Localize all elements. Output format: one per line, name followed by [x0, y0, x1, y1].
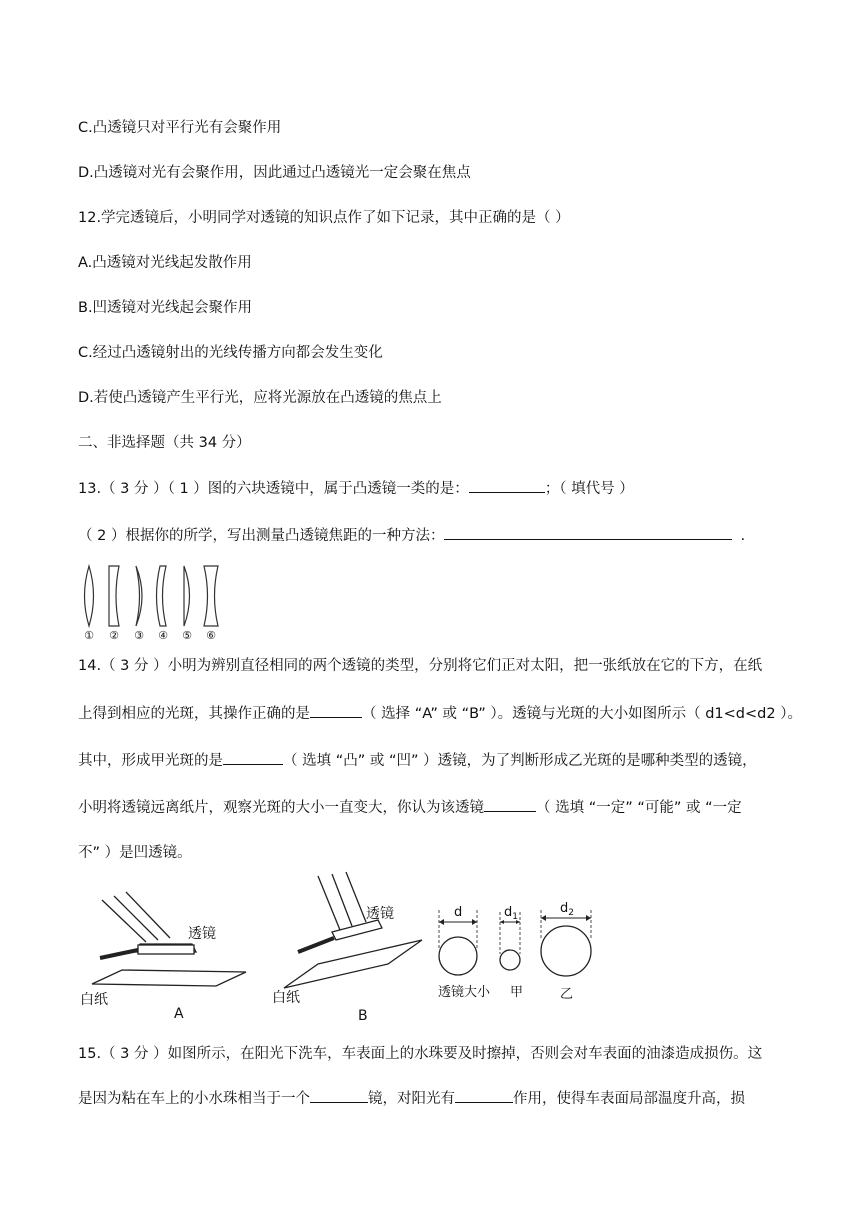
spot-yi-label: 乙	[560, 987, 574, 1002]
lens-3-meniscus	[136, 566, 142, 626]
lens-2-plano-concave	[109, 566, 119, 626]
lens-label: ①	[84, 629, 94, 642]
label-d: d	[454, 905, 463, 920]
q14-line-4-text: 小明将透镜远离纸片，观察光斑的大小一直变大，你认为该透镜	[78, 800, 484, 816]
q13-part1	[78, 478, 634, 499]
lens-label: ④	[158, 629, 168, 642]
lens-label: ③	[134, 629, 144, 642]
answer-blank[interactable]	[469, 478, 545, 493]
q14-line-2-tail: （ 选择 “A” 或 “B” ）。透镜与光斑的大小如图所示（ d1<d<d2 ）。	[362, 706, 802, 722]
lens-label-a: 透镜	[188, 926, 216, 942]
answer-blank[interactable]	[310, 1088, 368, 1103]
label-d2: $d_2$	[560, 901, 574, 918]
lens-label: ⑥	[206, 629, 216, 642]
q14-line-4-tail: （ 选填 “一定” “可能” 或 “一定	[536, 800, 742, 816]
q14-line-2	[78, 703, 802, 724]
lens-label: ⑤	[182, 629, 192, 642]
q14-line-5: 不” ）是凹透镜。	[78, 845, 192, 861]
spot-jia-label: 甲	[510, 985, 524, 1000]
caption-a: A	[174, 1006, 184, 1022]
answer-blank[interactable]	[484, 797, 536, 812]
lens-5-plano-convex	[184, 566, 190, 626]
six-lenses-figure	[78, 562, 238, 642]
q14-line-1: 14.（ 3 分 ）小明为辨别直径相同的两个透镜的类型，分别将它们正对太阳，把一张纸放在它的下方，在纸	[78, 658, 763, 674]
q14-line-3-text: 其中，形成甲光斑的是	[78, 753, 223, 769]
lens-4-convex-concave	[157, 566, 167, 626]
q13-part1-tail: ；（ 填代号 ）	[544, 481, 634, 497]
q14-line-4	[78, 797, 742, 818]
q12-stem: 12.学完透镜后，小明同学对透镜的知识点作了如下记录，其中正确的是（ ）	[78, 210, 570, 226]
q13-part2	[78, 525, 745, 546]
q12-option-b: B.凹透镜对光线起会聚作用	[78, 300, 253, 316]
label-d1: $d_1$	[504, 905, 518, 922]
q13-part2-text: （ 2 ）根据你的所学，写出测量凸透镜焦距的一种方法：	[78, 528, 445, 544]
q14-line-3-tail: （ 选填 “凸” 或 “凹” ）透镜，为了判断形成乙光斑的是哪种类型的透镜，	[283, 753, 757, 769]
section-title: 二、非选择题（共 34 分）	[78, 435, 251, 451]
answer-blank[interactable]	[455, 1088, 513, 1103]
q12-option-d: D.若使凸透镜产生平行光，应将光源放在凸透镜的焦点上	[78, 390, 442, 406]
caption-b: B	[358, 1008, 368, 1024]
q11-option-c: C.凸透镜只对平行光有会聚作用	[78, 120, 282, 136]
answer-blank[interactable]	[310, 703, 362, 718]
answer-blank[interactable]	[223, 750, 283, 765]
q11-option-d: D.凸透镜对光有会聚作用，因此通过凸透镜光一定会聚在焦点	[78, 165, 471, 181]
lens-label: ②	[109, 629, 119, 642]
q14-line-2-text: 上得到相应的光斑，其操作正确的是	[78, 706, 310, 722]
setup-b	[284, 872, 422, 988]
lens-1-biconvex	[85, 566, 94, 626]
lens-6-biconcave	[204, 566, 218, 626]
lens-label-b: 透镜	[366, 906, 394, 922]
setup-a	[92, 892, 246, 986]
q13-part2-tail: .	[740, 528, 746, 544]
q12-option-c: C.经过凸透镜射出的光线传播方向都会发生变化	[78, 345, 383, 361]
size-label: 透镜大小	[438, 985, 491, 1000]
q14-line-3	[78, 750, 757, 771]
answer-blank[interactable]	[444, 525, 732, 540]
paper-label-b: 白纸	[272, 990, 300, 1006]
q12-option-a: A.凸透镜对光线起发散作用	[78, 255, 252, 271]
paper-label-a: 白纸	[80, 992, 108, 1008]
q15-line-2	[78, 1088, 745, 1109]
q15-line-2-mid: 镜，对阳光有	[368, 1091, 455, 1107]
q14-figure	[78, 868, 618, 1028]
q15-line-2-tail: 作用，使得车表面局部温度升高，损	[513, 1091, 745, 1107]
q13-part1-text: 13.（ 3 分 ）（ 1 ）图的六块透镜中，属于凸透镜一类的是：	[78, 481, 469, 497]
q15-line-2-text: 是因为粘在车上的小水珠相当于一个	[78, 1091, 310, 1107]
q15-line-1: 15.（ 3 分 ）如图所示，在阳光下洗车，车表面上的水珠要及时擦掉，否则会对车表面的油漆造成损伤。这	[78, 1046, 763, 1062]
